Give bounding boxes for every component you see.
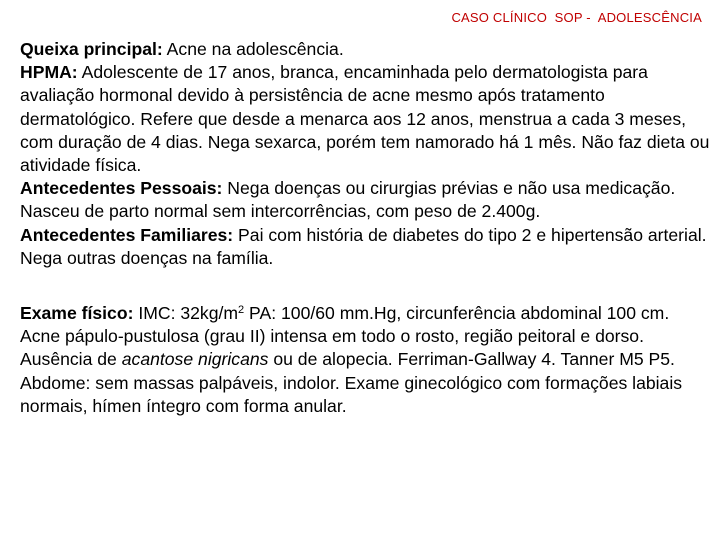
- hpma-text: Adolescente de 17 anos, branca, encaminhada pelo dermatologista para avaliação hormonal devido à persistência de acne mesmo após tratamento dermatológico. Refere que desde a menarca aos 12 anos, menstrua a cada 3 meses, com duração de 4 dias. Nega sexarca, porém tem namorado há 1 mês. Não faz dieta ou atividade física.: [20, 62, 710, 176]
- physical-exam-text-b: PA: 100/60 mm.Hg, circunferência abdominal 100 cm.: [244, 303, 670, 324]
- acne-text-b: ou de alopecia. Ferriman-Gallway 4. Tanner M5 P5.: [268, 349, 675, 370]
- acne-text-a: Acne pápulo-pustulosa (grau II) intensa em todo o rosto, região peitoral e dorso. Ausência de: [20, 326, 644, 370]
- personal-history-text: Nega doenças ou cirurgias prévias e não usa medicação. Nasceu de parto normal sem intercorrências, com peso de 2.400g.: [20, 178, 676, 222]
- physical-exam-text-a: IMC: 32kg/m: [133, 303, 239, 324]
- family-history-text: Pai com história de diabetes do tipo 2 e hipertensão arterial. Nega outras doenças na família.: [20, 224, 707, 268]
- family-history-paragraph: [20, 224, 710, 270]
- abdomen-text: Abdome: sem massas palpáveis, indolor. Exame ginecológico com formações labiais normais, hímen íntegro com forma anular.: [20, 372, 683, 416]
- hpma-paragraph: [20, 61, 710, 177]
- abdomen-paragraph: [20, 372, 710, 418]
- physical-exam-paragraph: [20, 302, 710, 325]
- chief-complaint-paragraph: [20, 38, 710, 61]
- personal-history-label: Antecedentes Pessoais:: [20, 178, 223, 199]
- personal-history-paragraph: [20, 177, 710, 223]
- section-spacer: [20, 270, 710, 302]
- hpma-label: HPMA:: [20, 62, 78, 83]
- slide-title: CASO CLÍNICO SOP - ADOLESCÊNCIA: [451, 10, 702, 25]
- chief-complaint-text: Acne na adolescência.: [162, 39, 344, 59]
- physical-exam-label: Exame físico:: [20, 303, 134, 324]
- case-text: [20, 38, 710, 418]
- family-history-label: Antecedentes Familiares:: [20, 224, 234, 245]
- physical-exam-superscript: 2: [238, 304, 245, 317]
- acne-paragraph: [20, 325, 710, 371]
- chief-complaint-label: Queixa principal:: [20, 39, 163, 59]
- acne-italic-term: acantose nigricans: [121, 349, 269, 370]
